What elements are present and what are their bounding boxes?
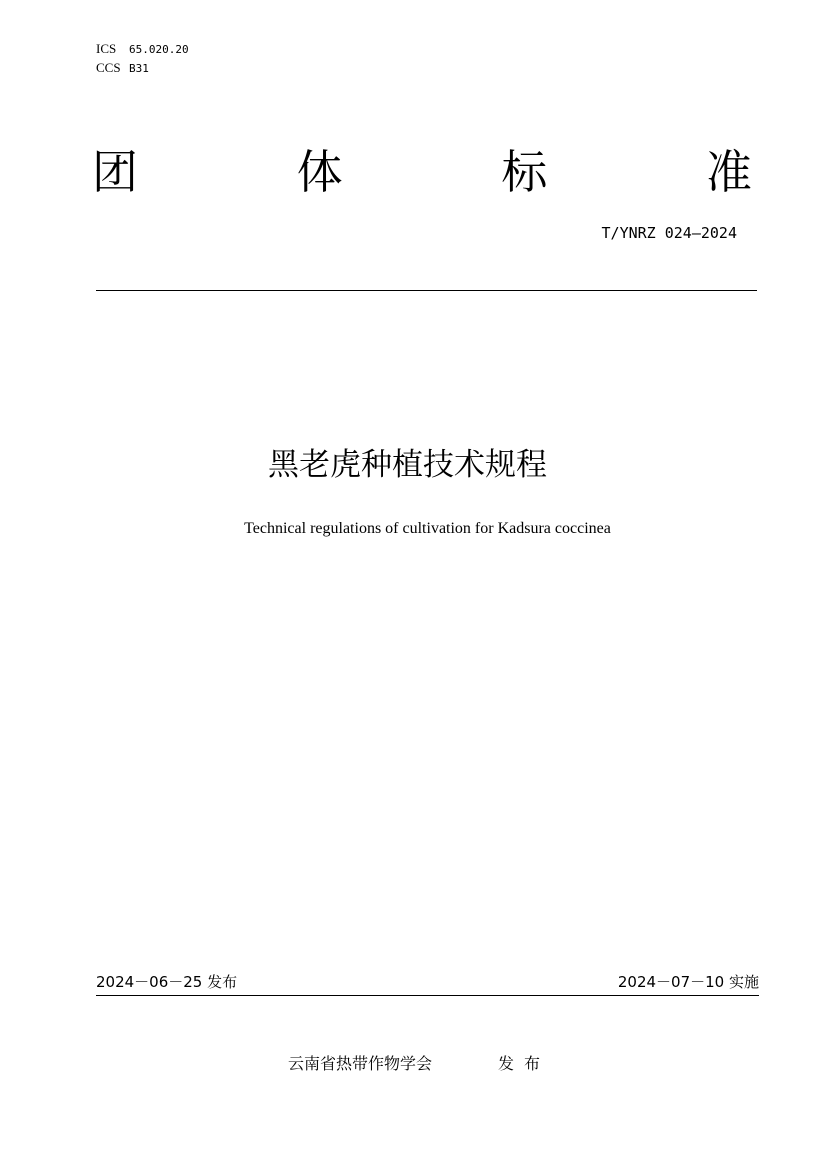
- ics-value: 65.020.20: [129, 43, 189, 56]
- publisher-action: 发布: [498, 1054, 551, 1073]
- classification-codes: [96, 40, 189, 78]
- standard-type-char: 团: [92, 145, 138, 199]
- top-divider: [96, 290, 757, 291]
- publish-date: 2024－06－25 发布: [96, 973, 238, 991]
- standard-type-char: 体: [296, 145, 343, 199]
- standard-type-char: 标: [501, 145, 548, 199]
- publisher-name: 云南省热带作物学会: [288, 1054, 433, 1073]
- implementation-date: 2024－07－10 实施: [617, 973, 759, 991]
- ccs-label: CCS: [96, 60, 121, 75]
- document-title-chinese: 黑老虎种植技术规程: [268, 447, 547, 483]
- bottom-divider: [96, 995, 759, 996]
- ccs-value: B31: [129, 62, 149, 75]
- ccs-row: [96, 59, 189, 78]
- standard-type-char: 准: [705, 145, 752, 199]
- standard-type-heading: [92, 140, 752, 204]
- document-title-english: Technical regulations of cultivation for Kadsura coccinea: [244, 520, 611, 537]
- ics-label: ICS: [96, 41, 117, 56]
- standard-number: T/YNRZ 024—2024: [601, 224, 737, 242]
- ics-row: [96, 40, 189, 59]
